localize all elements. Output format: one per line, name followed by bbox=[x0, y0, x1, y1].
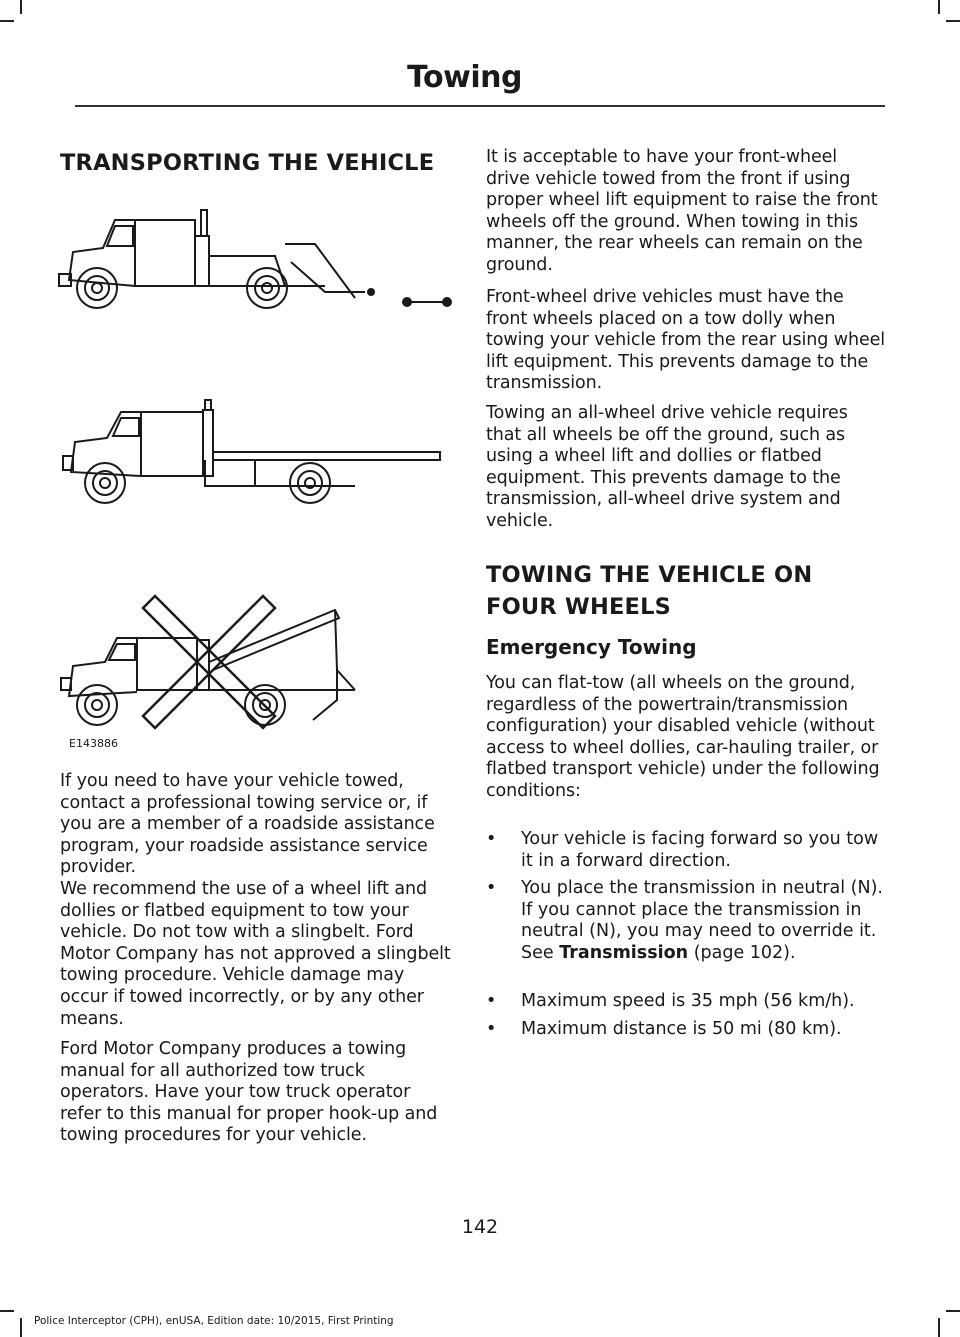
crop-mark bbox=[938, 0, 940, 14]
list-item bbox=[486, 1019, 891, 1041]
crop-mark bbox=[0, 20, 14, 22]
bullet-text: Maximum speed is 35 mph (56 km/h). bbox=[521, 991, 855, 1011]
tow-truck-illustration bbox=[55, 200, 460, 755]
paragraph: You can flat-tow (all wheels on the ground, regardless of the powertrain/transmission configuration) your disabled vehicle (without access to wheel dollies, car-hauling trailer, or flatbed transport vehicle) under the following conditions: bbox=[486, 673, 880, 801]
paragraph: If you need to have your vehicle towed, contact a professional towing service or, if you are a member of a roadside assistance program, your roadside assistance service provider. bbox=[60, 771, 435, 878]
crop-mark bbox=[946, 20, 960, 22]
paragraph: Front-wheel drive vehicles must have the front wheels placed on a tow dolly when towing your vehicle from the rear using wheel lift equipment. This prevents damage to the transmission. bbox=[486, 287, 886, 394]
section-title-line: TOWING THE VEHICLE ON bbox=[486, 562, 813, 588]
bullet-dot: • bbox=[486, 878, 497, 898]
crop-mark bbox=[0, 1310, 14, 1312]
page-reference: (page 102). bbox=[693, 942, 796, 963]
paragraph: Towing an all-wheel drive vehicle requires that all wheels be off the ground, such as using a wheel lift and dollies or flatbed equipment. This prevents damage to the transmission, all-wheel drive system and vehicle. bbox=[486, 403, 848, 531]
crop-mark bbox=[20, 1318, 22, 1337]
section-title-four-wheels bbox=[486, 559, 886, 623]
bullet-text-with-link bbox=[521, 878, 891, 964]
subsection-title-emergency-towing: Emergency Towing bbox=[486, 635, 697, 659]
bullet-text: Maximum distance is 50 mi (80 km). bbox=[521, 1019, 842, 1039]
bullet-text: Your vehicle is facing forward so you tow it in a forward direction. bbox=[521, 829, 879, 871]
bullet-text: You place the transmission in neutral (N). If you cannot place the transmission in neutral (N), you may need to override it. bbox=[521, 878, 883, 942]
section-title-transporting: TRANSPORTING THE VEHICLE bbox=[60, 150, 435, 176]
bullet-dot: • bbox=[486, 829, 497, 849]
crop-mark bbox=[20, 0, 22, 14]
transmission-link[interactable]: Transmission bbox=[559, 942, 689, 963]
list-item bbox=[486, 991, 906, 1013]
crop-mark bbox=[946, 1310, 960, 1312]
page-header-title: Towing bbox=[407, 60, 522, 95]
see-label: See bbox=[521, 942, 554, 963]
crop-mark bbox=[938, 1318, 940, 1337]
page-number: 142 bbox=[461, 1216, 499, 1238]
paragraph: Ford Motor Company produces a towing manual for all authorized tow truck operators. Have your tow truck operator refer to this manual for proper hook-up and towing procedures for your vehicle. bbox=[60, 1039, 438, 1146]
list-item bbox=[486, 829, 891, 873]
figure-label: E143886 bbox=[69, 737, 118, 750]
hook-truck-icon bbox=[61, 610, 355, 725]
footer-edition-info: Police Interceptor (CPH), enUSA, Edition date: 10/2015, First Printing bbox=[34, 1315, 394, 1327]
header-rule bbox=[75, 105, 885, 107]
paragraph: It is acceptable to have your front-wheel drive vehicle towed from the front if using proper wheel lift equipment to raise the front wheels off the ground. When towing in this manner, the rear wheels can remain on the ground. bbox=[486, 147, 878, 275]
bullet-dot: • bbox=[486, 1019, 497, 1039]
section-title-line: FOUR WHEELS bbox=[486, 594, 672, 620]
paragraph: We recommend the use of a wheel lift and dollies or flatbed equipment to tow your vehicle. Do not tow with a slingbelt. Ford Motor Company has not approved a slingbelt towing procedure. Vehicle damage may occur if towed incorrectly, or by any other means. bbox=[60, 879, 451, 1029]
bullet-dot: • bbox=[486, 991, 497, 1011]
flatbed-truck-icon bbox=[63, 400, 440, 503]
list-item bbox=[486, 878, 891, 966]
wheel-lift-truck-icon bbox=[59, 210, 451, 308]
